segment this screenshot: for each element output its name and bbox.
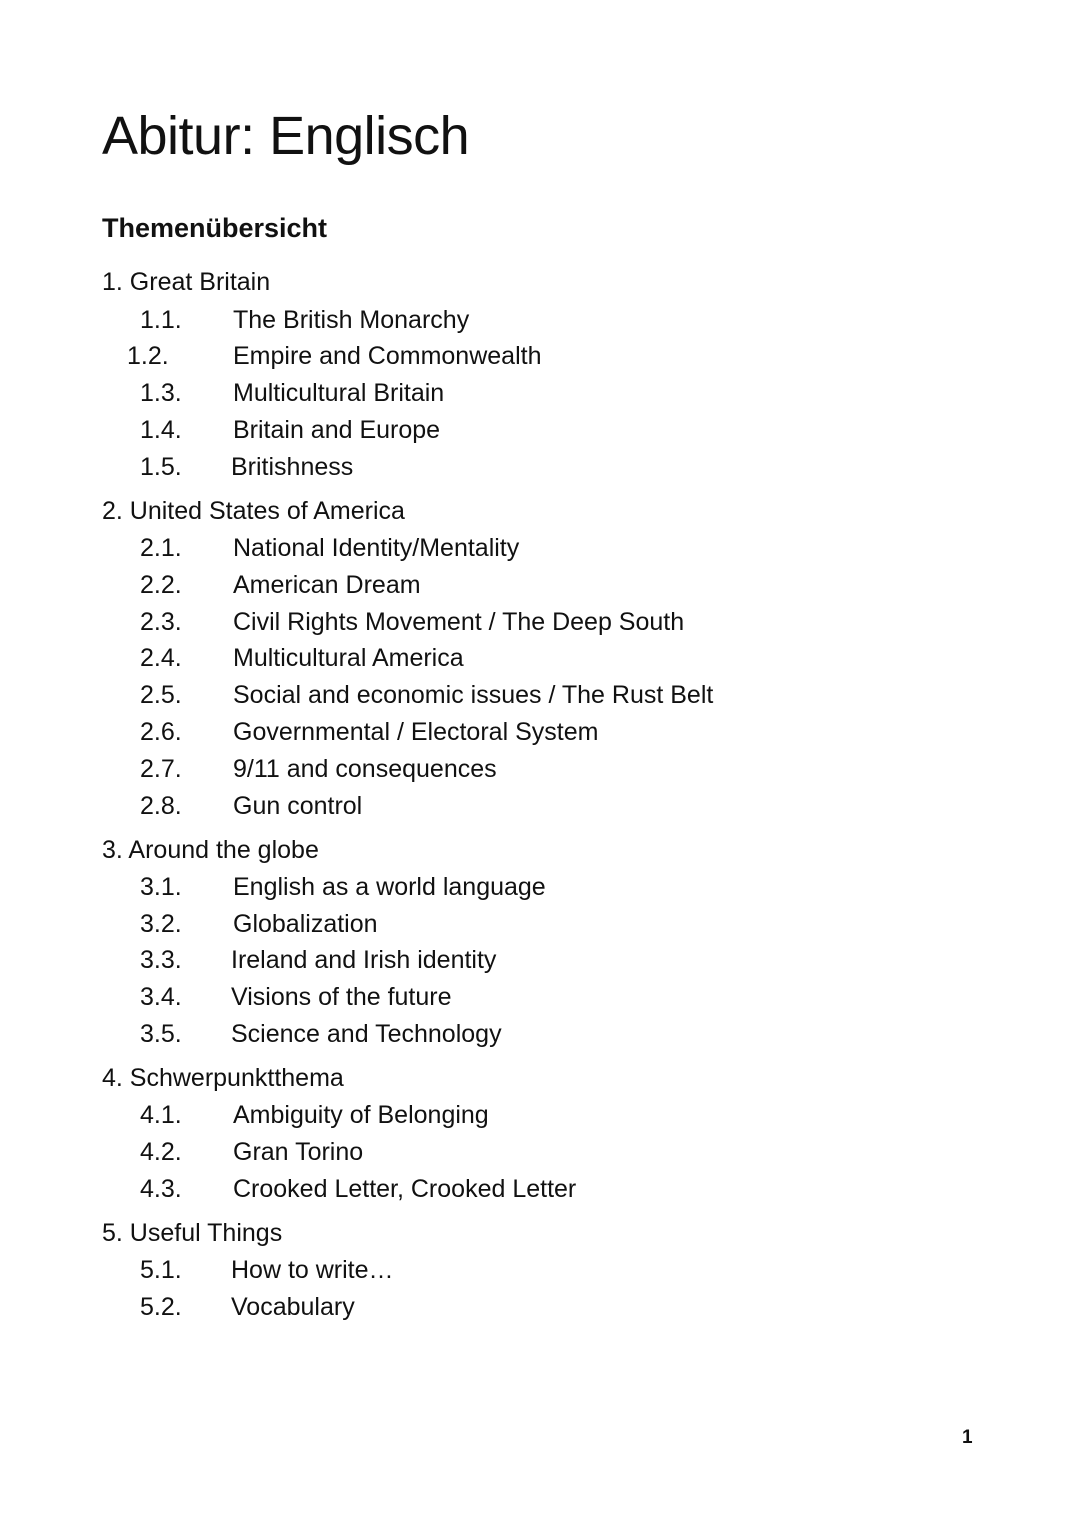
toc-item-number: 2.6. [140,718,182,746]
toc-item-number: 1.3. [140,379,182,407]
toc-item-number: 3.4. [140,983,182,1011]
toc-section-great-britain: 1. Great Britain [102,268,271,296]
toc-item-number: 2.7. [140,755,182,783]
toc-item-title: English as a world language [233,873,546,901]
toc-item-number: 2.1. [140,534,182,562]
toc-item-title: Globalization [233,910,378,938]
toc-item-number: 3.1. [140,873,182,901]
toc-item-title: American Dream [233,571,421,599]
toc-item-number: 5.2. [140,1293,182,1321]
toc-item-title: Britain and Europe [233,416,441,444]
toc-item-number: 2.3. [140,608,182,636]
toc-item-number: 2.5. [140,681,182,709]
toc-item-title: Multicultural Britain [233,379,445,407]
toc-item-number: 1.5. [140,453,182,481]
toc-item-number: 1.2. [127,342,169,370]
toc-item-title: 9/11 and consequences [233,755,497,783]
document-title: Abitur: Englisch [102,106,470,166]
toc-item-number: 1.4. [140,416,182,444]
toc-item-number: 4.2. [140,1138,182,1166]
toc-item-number: 4.1. [140,1101,182,1129]
toc-item-title: Gun control [233,792,363,820]
toc-heading: Themenübersicht [102,213,328,243]
toc-section-schwerpunktthema: 4. Schwerpunktthema [102,1064,344,1092]
toc-item-title: Governmental / Electoral System [233,718,599,746]
toc-item-title: How to write… [231,1256,394,1284]
toc-item-number: 3.5. [140,1020,182,1048]
toc-section-useful-things: 5. Useful Things [102,1219,283,1247]
toc-item-number: 2.2. [140,571,182,599]
toc-item-title: Crooked Letter, Crooked Letter [233,1175,577,1203]
toc-item-title: Visions of the future [231,983,452,1011]
toc-item-number: 2.8. [140,792,182,820]
toc-item-number: 3.3. [140,946,182,974]
toc-section-around-the-globe: 3. Around the globe [102,836,319,864]
toc-item-number: 5.1. [140,1256,182,1284]
toc-item-title: Vocabulary [231,1293,355,1321]
toc-item-title: Empire and Commonwealth [233,342,542,370]
toc-item-title: Gran Torino [233,1138,364,1166]
toc-item-number: 2.4. [140,644,182,672]
toc-item-title: Multicultural America [233,644,464,672]
toc-item-title: The British Monarchy [233,306,470,334]
toc-item-title: Britishness [231,453,354,481]
toc-section-usa: 2. United States of America [102,497,405,525]
toc-item-number: 1.1. [140,306,182,334]
toc-item-title: Civil Rights Movement / The Deep South [233,608,685,636]
toc-item-title: Social and economic issues / The Rust Belt [233,681,714,709]
toc-item-title: Ireland and Irish identity [231,946,497,974]
toc-item-title: Ambiguity of Belonging [233,1101,489,1129]
toc-item-number: 4.3. [140,1175,182,1203]
toc-item-title: National Identity/Mentality [233,534,520,562]
toc-item-title: Science and Technology [231,1020,502,1048]
page-number: 1 [962,1427,973,1448]
toc-item-number: 3.2. [140,910,182,938]
